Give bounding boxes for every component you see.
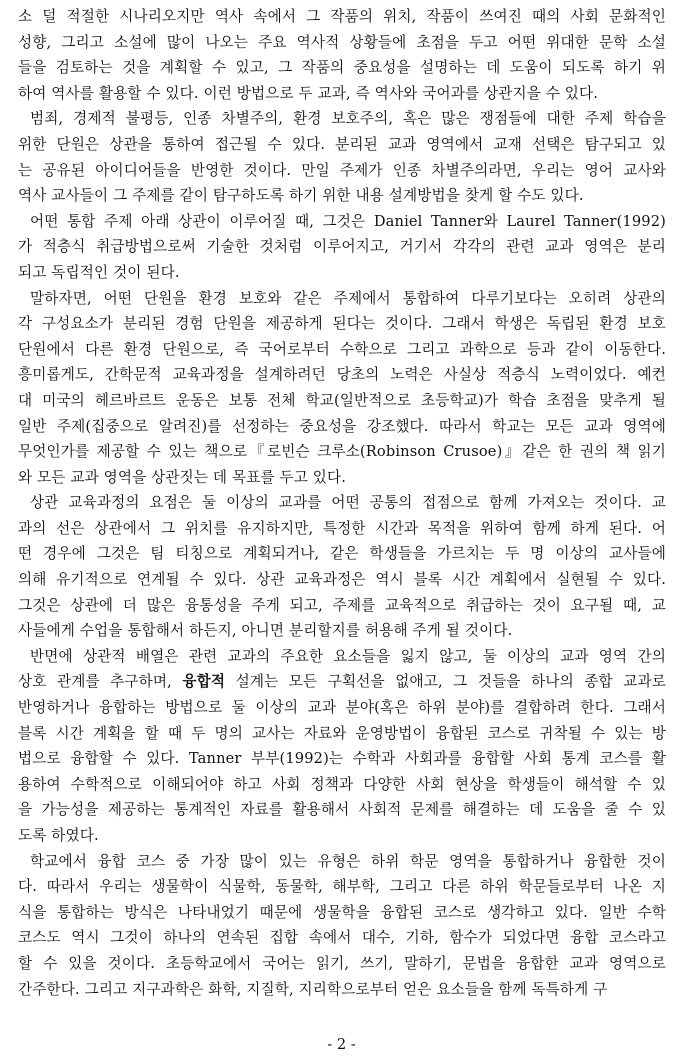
text-line: 대 미국의 헤르바르트 운동은 보통 전체 학교(일반적으로 초등학교)가 학습 초점을 맞추게 될 bbox=[18, 391, 666, 409]
text-line: 와 모든 교과 영역을 상관짓는 데 목표를 두고 있다. bbox=[18, 468, 347, 486]
emphasized-term: 융합적 bbox=[182, 673, 226, 691]
text-line: 말하자면, 어떤 단원을 환경 보호와 같은 주제에서 통합하여 다루기보다는 오히려 상관의 bbox=[30, 289, 666, 307]
text-line: 사들에게 수업을 통합해서 하든지, 아니면 분리할지를 허용해 주게 될 것이다. bbox=[18, 622, 513, 640]
paragraph bbox=[18, 286, 666, 491]
paragraph bbox=[18, 106, 666, 208]
text-line: 도록 하였다. bbox=[18, 827, 99, 844]
text-line: 블록 시간 계획을 할 때 두 명의 교사는 자료와 운영방법이 융합된 코스로 귀착될 수 있는 방 bbox=[18, 724, 666, 742]
text-line: 소 덜 적절한 시나리오지만 역사 속에서 그 작품의 위치, 작품이 쓰여진 때의 사회 문화적인 bbox=[18, 8, 666, 25]
text-line: 반면에 상관적 배열은 관련 교과의 주요한 요소들을 잃지 않고, 둘 이상의 교과 영역 간의 bbox=[30, 647, 666, 665]
text-line: 용하여 수학적으로 이해되어야 하고 사회 정책과 다양한 사회 현상을 학생들이 해석할 수 있 bbox=[18, 775, 666, 793]
text-line: 되고 독립적인 것이 된다. bbox=[18, 263, 180, 281]
text-line: 상호 관계를 추구하며, 융합적 설계는 모든 구획선을 없애고, 그 것들을 하나의 종합 교과로 bbox=[18, 673, 666, 691]
text-line: 떤 경우에 그것은 팀 티칭으로 계획되거나, 같은 학생들을 가르치는 두 명 이상의 교사들에 bbox=[18, 545, 666, 563]
text-line: 범죄, 경제적 불평등, 인종 차별주의, 환경 보호주의, 혹은 많은 쟁점들에 대한 주제 학습을 bbox=[30, 110, 666, 128]
text-line: 을 가능성을 제공하는 통계적인 자료를 활용해서 사회적 문제를 해결하는 데 도움을 줄 수 있 bbox=[18, 801, 666, 819]
text-line: 반영하거나 융합하는 방법으로 둘 이상의 교과 분야(혹은 하위 분야)를 결합하려 한다. 그래서 bbox=[18, 699, 666, 717]
text-line: 무엇인가를 제공할 수 있는 책으로『로빈슨 크루소(Robinson Crusoe)』같은 한 권의 책 읽기 bbox=[18, 443, 666, 461]
text-line: 그것은 상관에 더 많은 융통성을 주게 되고, 주제를 교육적으로 취급하는 것이 요구될 때, 교 bbox=[18, 596, 666, 614]
page-number: - 2 - bbox=[327, 1036, 356, 1053]
text-line: 흥미롭게도, 간학문적 교육과정을 설계하려던 당초의 노력은 사실상 적층식 노력이었다. 예컨 bbox=[18, 366, 666, 384]
text-line: 식을 통합하는 방식은 나타내었기 때문에 생물학을 융합된 코스로 생각하고 있다. 일반 수학 bbox=[18, 903, 666, 921]
document-body bbox=[18, 4, 666, 1002]
paragraph bbox=[18, 209, 666, 286]
text-line: 성향, 그리고 소설에 많이 나오는 주요 역사적 상황들에 초점을 두고 어떤 위대한 문학 소설 bbox=[18, 33, 666, 51]
paragraph bbox=[18, 849, 666, 1003]
text-line: 상관 교육과정의 요점은 둘 이상의 교과를 어떤 공통의 접점으로 함께 가져오는 것이다. 교 bbox=[30, 494, 666, 512]
text-line: 일반 주제(집중으로 알려진)를 선정하는 중요성을 강조했다. 따라서 학교는 모든 교과 영역에 bbox=[18, 417, 666, 435]
text-line: 들을 검토하는 것을 계획할 수 있고, 그 작품의 중요성을 설명하는 데 도움이 되도록 하기 위 bbox=[18, 59, 666, 77]
paragraph bbox=[18, 490, 666, 644]
text-line: 학교에서 융합 코스 중 가장 많이 있는 유형은 하위 학문 영역을 통합하거나 융합한 것이 bbox=[30, 852, 666, 870]
text-line: 간주한다. 그리고 지구과학은 화학, 지질학, 지리학으로부터 얻은 요소들을 함께 독특하게 구 bbox=[18, 980, 608, 998]
text-line: 단원에서 다른 환경 단원으로, 즉 국어로부터 수학으로 그리고 과학으로 등과 같이 이동한다. bbox=[18, 340, 666, 358]
text-line: 어떤 통합 주제 아래 상관이 이루어질 때, 그것은 Daniel Tanner와 Laurel Tanner(1992) bbox=[30, 212, 666, 230]
text-line: 위한 단원은 상관을 통하여 접근될 수 있다. 분리된 교과 영역에서 교재 선택은 탐구되고 있 bbox=[18, 135, 666, 153]
text-line: 할 수 있을 것이다. 초등학교에서 국어는 읽기, 쓰기, 말하기, 문법을 융합한 교과 영역으로 bbox=[18, 954, 666, 972]
text-line: 법으로 융합할 수 있다. Tanner 부부(1992)는 수학과 사회과를 융합할 사회 통계 코스를 활 bbox=[18, 750, 666, 768]
text-line: 다. 따라서 우리는 생물학이 식물학, 동물학, 해부학, 그리고 다른 하위 학문들로부터 나온 지 bbox=[18, 878, 666, 896]
text-line: 의해 유기적으로 연계될 수 있다. 상관 교육과정은 역시 블록 시간 계획에서 실현될 수 있다. bbox=[18, 571, 666, 589]
text-line: 는 공유된 아이디어들을 반영한 것이다. 만일 주제가 인종 차별주의라면, 우리는 영어 교사와 bbox=[18, 161, 666, 179]
text-line: 하여 역사를 활용할 수 있다. 이런 방법으로 두 교과, 즉 역사와 국어과를 상관지을 수 있다. bbox=[18, 84, 599, 102]
text-line: 역사 교사들이 그 주제를 같이 탐구하도록 하기 위한 내용 설계방법을 찾게 할 수도 있다. bbox=[18, 187, 584, 205]
paragraph bbox=[18, 4, 666, 106]
text-line: 각 구성요소가 분리된 경험 단원을 제공하게 된다는 것이다. 그래서 학생은 독립된 환경 보호 bbox=[18, 315, 666, 333]
text-line: 가 적층식 취급방법으로써 기술한 것처럼 이루어지고, 거기서 각각의 관련 교과 영역은 분리 bbox=[18, 238, 666, 256]
paragraph bbox=[18, 644, 666, 849]
text-line: 코스도 역시 그것이 하나의 연속된 집합 속에서 대수, 기하, 함수가 되었다면 융합 코스라고 bbox=[18, 929, 666, 947]
text-line: 과의 선은 상관에서 그 위치를 유지하지만, 특정한 시간과 목적을 위하여 함께 하게 된다. 어 bbox=[18, 519, 666, 537]
